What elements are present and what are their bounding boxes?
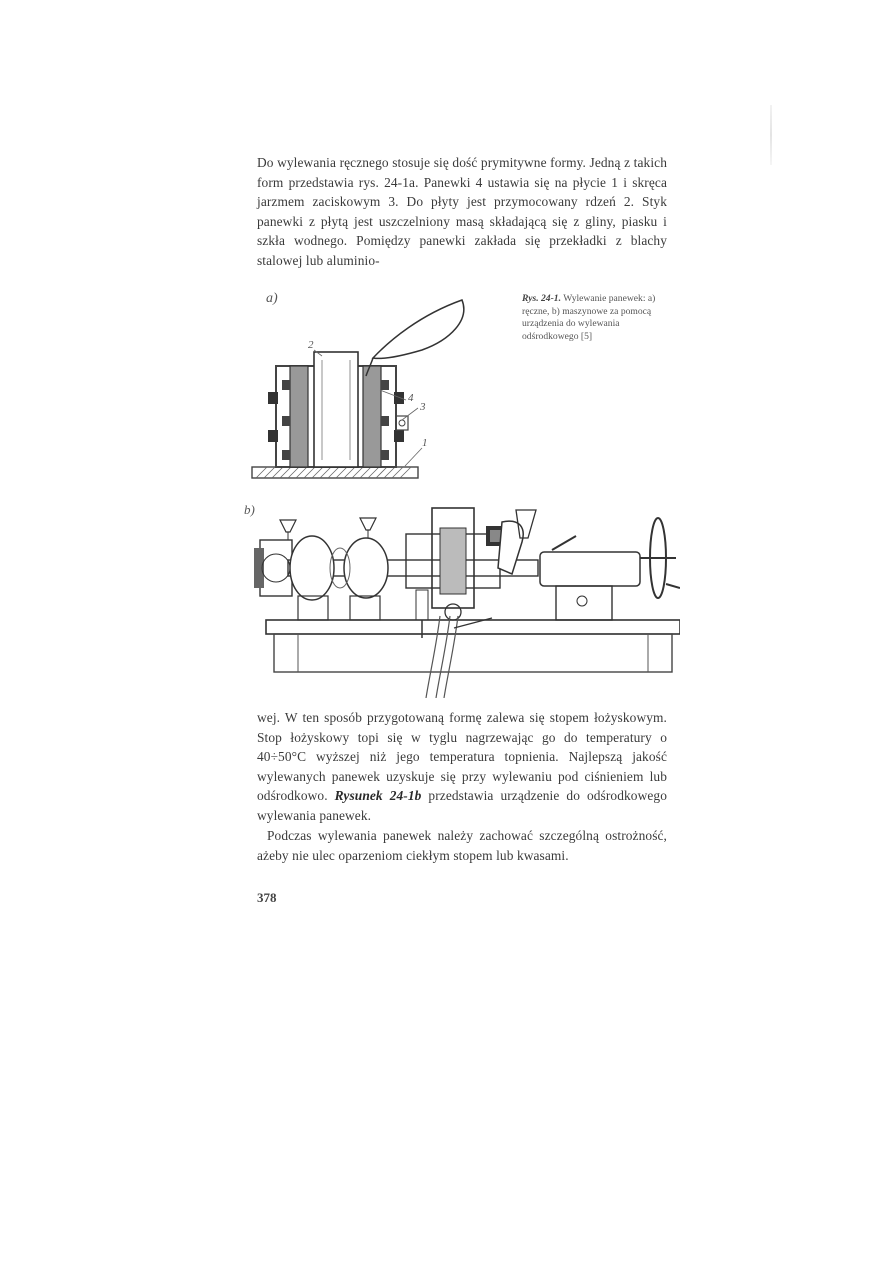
paragraph-2-part-1: wej. W ten sposób przygotowaną formę zalewa się stopem łożyskowym. Stop łożyskowy topi się w tyglu nagrzewając go do temperatury o 40÷50°C wyższej niż jego temperatura topnienia. Najlepszą jakość wylewanych panewek uzyskuje się przy wylewaniu pod ciśnieniem lub odśrodkowo. [257, 710, 667, 803]
figure-b-label: b) [244, 502, 255, 517]
paragraph-safety [257, 826, 667, 865]
part-label-bushing: 4 [408, 392, 414, 404]
part-label-core: 2 [308, 339, 314, 351]
figure-a-manual-pouring [240, 280, 520, 485]
scan-edge-artifact [770, 105, 772, 165]
paragraph-3-text: Podczas wylewania panewek należy zachować szczególną ostrożność, ażeby nie ulec oparzeniom ciekłym stopem lub kwasami. [257, 828, 667, 863]
figure-reference: Rysunek 24-1b [334, 788, 422, 803]
paragraph-2-part-2: przedstawia urządzenie do odśrodkowego wylewania panewek. [257, 788, 668, 823]
caption-label: Rys. 24-1. [522, 293, 561, 304]
figure-caption [522, 293, 677, 343]
part-label-yoke: 3 [420, 401, 426, 413]
figure-a-label: a) [266, 291, 278, 306]
paragraph-intro: Do wylewania ręcznego stosuje się dość prymitywne formy. Jedną z takich form przedstawia rys. 24-1a. Panewki 4 ustawia się na płycie 1 i skręca jarzmem zaciskowym 3. Do płyty jest przymocowany rdzeń 2. Styk panewki z płytą jest uszczelniony masą składającą się z gliny, piasku i szkła wodnego. Pomiędzy panewki zakłada się przekładki z blachy stalowej lub aluminio- [257, 155, 667, 268]
caption-text: Wylewanie panewek: a) ręczne, b) maszynowe za pomocą urządzenia do wylewania odśrodkowego [5] [522, 293, 656, 342]
page-number: 378 [257, 890, 277, 905]
paragraph-continuation [257, 708, 667, 825]
figure-b-centrifugal-machine [240, 498, 680, 698]
part-label-plate: 1 [422, 437, 428, 449]
